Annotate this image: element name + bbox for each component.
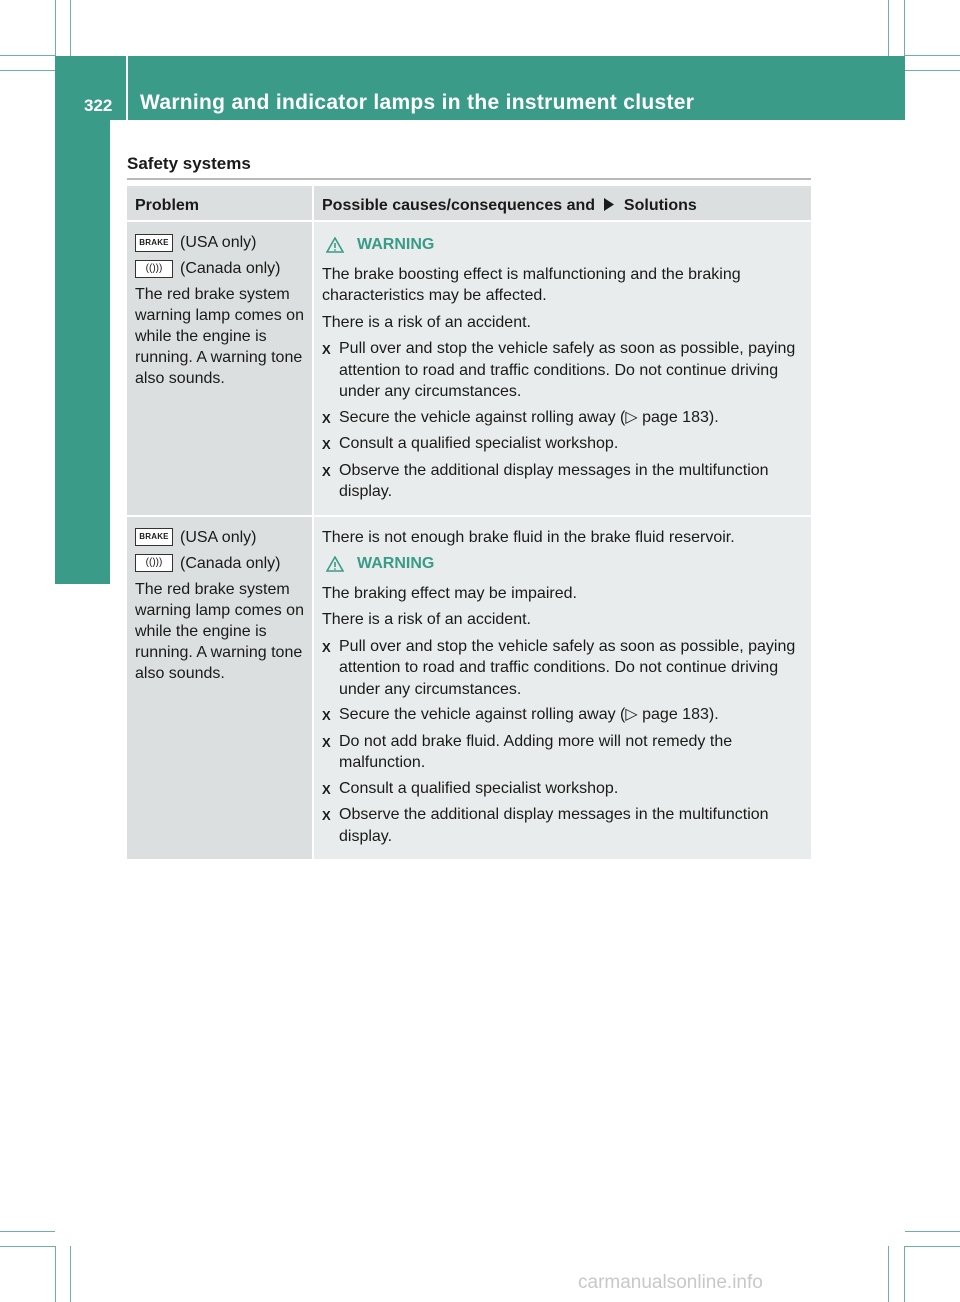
crop-mark xyxy=(904,1246,905,1302)
bullet-text: Secure the vehicle against rolling away (▷ page 183). xyxy=(339,408,719,426)
section-divider xyxy=(127,178,811,180)
warning-label: WARNING xyxy=(357,555,435,572)
warning-label: WARNING xyxy=(357,236,435,253)
canada-lamp-line xyxy=(135,553,308,574)
bullet-text: Pull over and stop the vehicle safely as soon as possible, paying attention to road and traffic conditions. Do not continue driving under any circumstances. xyxy=(339,340,796,400)
usa-only-label: (USA only) xyxy=(180,234,257,251)
crop-mark xyxy=(905,1231,960,1232)
canada-only-label: (Canada only) xyxy=(180,554,281,572)
warning-heading xyxy=(326,553,805,575)
list-item xyxy=(322,407,805,430)
watermark: carmanualsonline.info xyxy=(578,1272,763,1293)
column-header-causes-label: Possible causes/consequences and xyxy=(322,197,596,214)
table-row xyxy=(127,222,811,517)
risk-text: There is a risk of an accident. xyxy=(322,611,531,628)
list-item xyxy=(322,338,805,403)
problem-cell xyxy=(127,222,314,515)
bullet-arrow-icon: X xyxy=(322,734,331,750)
usa-lamp-line xyxy=(135,232,308,253)
crop-mark xyxy=(905,70,960,71)
list-item xyxy=(322,704,805,727)
crop-mark xyxy=(888,0,889,56)
bullet-arrow-icon: X xyxy=(322,342,331,357)
problem-solution-table xyxy=(127,186,811,861)
warning-triangle-icon xyxy=(326,556,344,572)
problem-description: The red brake system warning lamp comes on while the engine is running. A warning tone also sounds. xyxy=(135,286,304,387)
solution-cell xyxy=(314,517,811,860)
list-item xyxy=(322,778,805,801)
brake-lamp-icon: BRAKE xyxy=(135,234,173,252)
table-header xyxy=(127,186,811,222)
table-row xyxy=(127,517,811,862)
bullet-arrow-icon: X xyxy=(322,708,331,723)
brake-circle-lamp-icon: (())) xyxy=(135,260,173,278)
solution-cell xyxy=(314,222,811,515)
crop-mark xyxy=(888,1246,889,1302)
column-header-solutions-label: Solutions xyxy=(623,197,697,214)
crop-mark xyxy=(0,1231,55,1232)
list-item xyxy=(322,636,805,701)
crop-mark xyxy=(55,1246,56,1302)
column-header-problem: Problem xyxy=(127,186,314,220)
usa-only-label: (USA only) xyxy=(180,528,257,546)
problem-description: The red brake system warning lamp comes on while the engine is running. A warning tone also sounds. xyxy=(135,580,304,682)
canada-only-label: (Canada only) xyxy=(180,260,281,277)
bullet-text: Pull over and stop the vehicle safely as soon as possible, paying attention to road and traffic conditions. Do not continue driving under any circumstances. xyxy=(339,637,796,698)
canada-lamp-line xyxy=(135,258,308,279)
problem-cell xyxy=(127,517,314,860)
crop-mark xyxy=(0,1246,55,1247)
bullet-arrow-icon: X xyxy=(322,781,331,797)
risk-text: There is a risk of an accident. xyxy=(322,313,531,331)
bullet-text: Do not add brake fluid. Adding more will not remedy the malfunction. xyxy=(339,732,733,771)
warning-text: The brake boosting effect is malfunctioning and the braking characteristics may be affected. xyxy=(322,265,741,304)
crop-mark xyxy=(0,70,55,71)
list-item xyxy=(322,804,805,847)
bullet-arrow-icon: X xyxy=(322,808,331,823)
bullet-text: Secure the vehicle against rolling away (▷ page 183). xyxy=(339,706,719,723)
bullet-arrow-icon: X xyxy=(322,639,331,655)
crop-mark xyxy=(70,1246,71,1302)
list-item xyxy=(322,460,805,503)
warning-heading xyxy=(326,234,805,256)
list-item xyxy=(322,433,805,456)
section-title: Safety systems xyxy=(127,154,251,173)
crop-mark xyxy=(905,55,960,56)
page-title: Warning and indicator lamps in the instrument cluster xyxy=(140,91,695,114)
bullet-text: Observe the additional display messages in the multifunction display. xyxy=(339,461,769,500)
solutions-arrow-icon xyxy=(603,198,615,211)
crop-mark xyxy=(904,0,905,56)
bullet-text: Consult a qualified specialist workshop. xyxy=(339,435,619,452)
bullet-arrow-icon: X xyxy=(322,410,331,426)
brake-lamp-icon: BRAKE xyxy=(135,528,173,546)
page-number: 322 xyxy=(84,96,113,115)
bullet-arrow-icon: X xyxy=(322,463,331,479)
list-item xyxy=(322,731,805,774)
bullet-text: Consult a qualified specialist workshop. xyxy=(339,779,619,797)
bullet-arrow-icon: X xyxy=(322,437,331,452)
side-tab-label: On-board computer and displays xyxy=(69,173,94,527)
brake-circle-lamp-icon: (())) xyxy=(135,554,173,572)
warning-triangle-icon xyxy=(326,237,344,253)
bullet-text: Observe the additional display messages in the multifunction display. xyxy=(339,806,769,845)
crop-mark xyxy=(70,0,71,56)
header-divider xyxy=(126,56,128,120)
crop-mark xyxy=(55,0,56,56)
crop-mark xyxy=(0,55,55,56)
cause-intro: There is not enough brake fluid in the brake fluid reservoir. xyxy=(322,528,735,546)
column-header-causes xyxy=(314,186,811,220)
crop-mark xyxy=(905,1246,960,1247)
warning-text: The braking effect may be impaired. xyxy=(322,584,577,602)
usa-lamp-line xyxy=(135,527,308,548)
